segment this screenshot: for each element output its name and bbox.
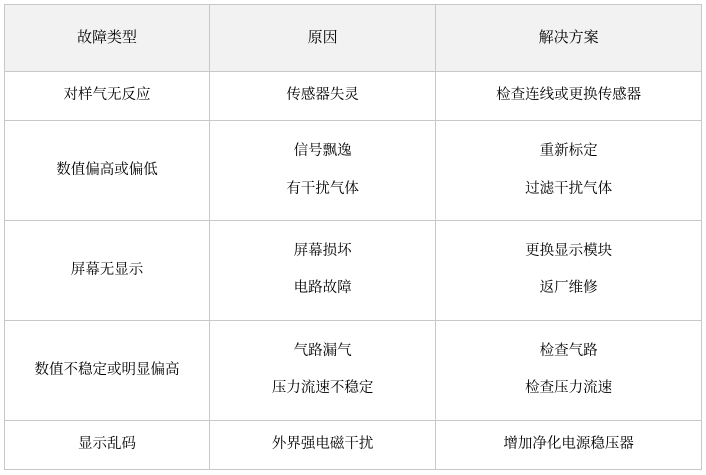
cell-line: 显示乱码 (78, 436, 137, 453)
table-body (5, 72, 702, 470)
cell-line: 信号飘逸 (293, 143, 352, 160)
cell-cause (210, 320, 436, 420)
cell-cause (210, 221, 436, 321)
table-header (5, 5, 702, 72)
cell-solution (436, 420, 702, 469)
cell-solution (436, 320, 702, 420)
cell-line: 过滤干扰气体 (525, 180, 613, 197)
cell-fault-type (5, 72, 210, 121)
cell-line: 更换显示模块 (525, 242, 613, 259)
cell-fault-type (5, 320, 210, 420)
column-header-fault-type: 故障类型 (5, 5, 210, 72)
cell-line: 有干扰气体 (286, 180, 359, 197)
cell-line: 检查连线或更换传感器 (496, 87, 642, 104)
table-row (5, 320, 702, 420)
cell-line: 传感器失灵 (286, 87, 359, 104)
cell-line: 数值偏高或偏低 (56, 161, 158, 178)
cell-line: 气路漏气 (293, 342, 352, 359)
cell-line: 数值不稳定或明显偏高 (34, 361, 180, 378)
cell-line: 屏幕损坏 (293, 242, 352, 259)
table-row (5, 121, 702, 221)
cell-solution (436, 221, 702, 321)
table-row (5, 72, 702, 121)
table-row (5, 420, 702, 469)
cell-cause (210, 420, 436, 469)
cell-line: 屏幕无显示 (70, 261, 144, 278)
column-header-cause: 原因 (210, 5, 436, 72)
table-header-row (5, 5, 702, 72)
cell-cause (210, 121, 436, 221)
cell-line: 重新标定 (539, 143, 598, 160)
cell-line: 压力流速不稳定 (271, 380, 374, 397)
cell-solution (436, 121, 702, 221)
cell-line: 外界强电磁干扰 (271, 436, 374, 453)
cell-line: 返厂维修 (539, 280, 598, 297)
cell-line: 检查气路 (539, 342, 598, 359)
table-row (5, 221, 702, 321)
cell-fault-type (5, 420, 210, 469)
cell-line: 电路故障 (293, 280, 352, 297)
fault-troubleshooting-table (4, 4, 702, 470)
cell-line: 增加净化电源稳压器 (503, 436, 634, 453)
cell-line: 对样气无反应 (63, 87, 151, 104)
cell-cause (210, 72, 436, 121)
column-header-solution: 解决方案 (436, 5, 702, 72)
cell-solution (436, 72, 702, 121)
cell-line: 检查压力流速 (525, 380, 613, 397)
cell-fault-type (5, 121, 210, 221)
cell-fault-type (5, 221, 210, 321)
